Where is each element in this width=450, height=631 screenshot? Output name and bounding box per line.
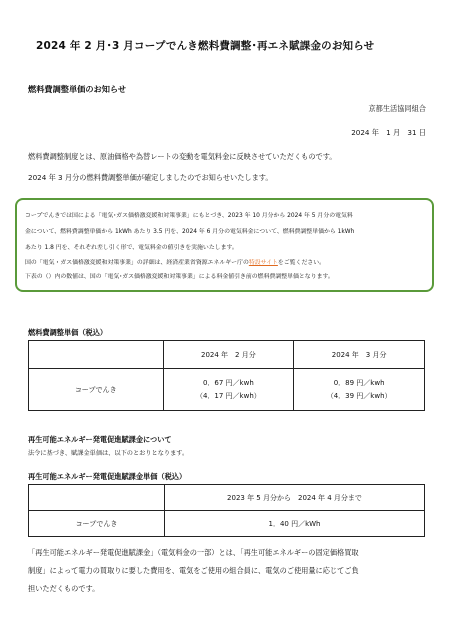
notice-line: あたり 1.8 円を、それぞれ差し引く形で、電気料金の値引きを実施いたします。 [25,245,238,251]
notice-text: をご覧ください。 [277,260,326,266]
renewable-levy-table [28,484,425,537]
special-site-link[interactable]: 特設サイト [248,260,278,266]
table-header-blank [29,485,165,511]
table-header-blank [29,341,164,369]
table-row-label: コープでんき [29,369,164,411]
renewable-table-caption: 再生可能エネルギー発電促進賦課金単価（税込） [28,472,187,481]
fuel-notice-heading: 燃料費調整単価のお知らせ [28,84,127,94]
table-row-label: コープでんき [29,511,165,537]
mar-unit-price [294,369,425,411]
footer-line: 担いただくものです。 [28,584,100,593]
organization-name: 京都生活協同組合 [368,104,426,113]
fuel-adjustment-table [28,340,425,411]
renewable-levy-subtext: 法令に基づき、賦課金単価は、以下のとおりとなります。 [28,450,189,457]
footer-line: 制度」によって電力の買取りに要した費用を、電気をご使用の組合員に、電気のご使用量に応じてご負 [28,566,359,575]
intro-paragraph: 燃料費調整制度とは、原油価格や為替レートの変動を電気料金に反映させていただくものです。 [28,152,337,161]
mar-value: 0．89 円／kwh [333,379,385,387]
levy-unit-price: 1．40 円／kWh [165,511,425,537]
notice-line [25,257,325,266]
notice-line: 下表の（）内の数値は、国の「電気･ガス価格激変緩和対策事業」による料金値引き前の燃料費調整単価となります。 [25,274,334,280]
renewable-levy-heading: 再生可能エネルギー発電促進賦課金について [28,435,172,444]
table-header-mar: 2024 年 3 月分 [294,341,425,369]
fuel-table-caption: 燃料費調整単価（税込） [28,328,108,337]
notice-text: 国の「電気・ガス価格激変緩和対策事業」の詳細は、経済産業省資源エネルギー庁の [25,260,249,266]
feb-unit-price [163,369,294,411]
notice-date: 2024 年 1 月 31 日 [351,128,426,137]
feb-before-discount: （4．17 円／kwh） [195,392,261,400]
notice-line: コープでんきでは国による「電気･ガス価格激変緩和対策事業」にもとづき、2023 年 10 月分から 2024 年 5 月分の電気料 [25,213,353,219]
notice-line: 金について、燃料費調整単価から 1kWh あたり 3.5 円を、2024 年 6 月分の電気料金について、燃料費調整単価から 1kWh [25,229,355,235]
mar-before-discount: （4．39 円／kwh） [326,392,392,400]
feb-value: 0．67 円／kwh [202,379,254,387]
levy-period: 2023 年 5 月分から 2024 年 4 月分まで [165,485,425,511]
confirmation-paragraph: 2024 年 3 月分の燃料費調整単価が確定しましたのでお知らせいたします。 [28,173,273,182]
page-title: 2024 年 2 月･3 月コープでんき燃料費調整･再エネ賦課金のお知らせ [36,40,375,52]
footer-line: 「再生可能エネルギー発電促進賦課金」（電気料金の一部）とは、「再生可能エネルギーの固定価格買取 [28,548,359,557]
table-header-feb: 2024 年 2 月分 [163,341,294,369]
subsidy-notice-box [15,198,434,292]
